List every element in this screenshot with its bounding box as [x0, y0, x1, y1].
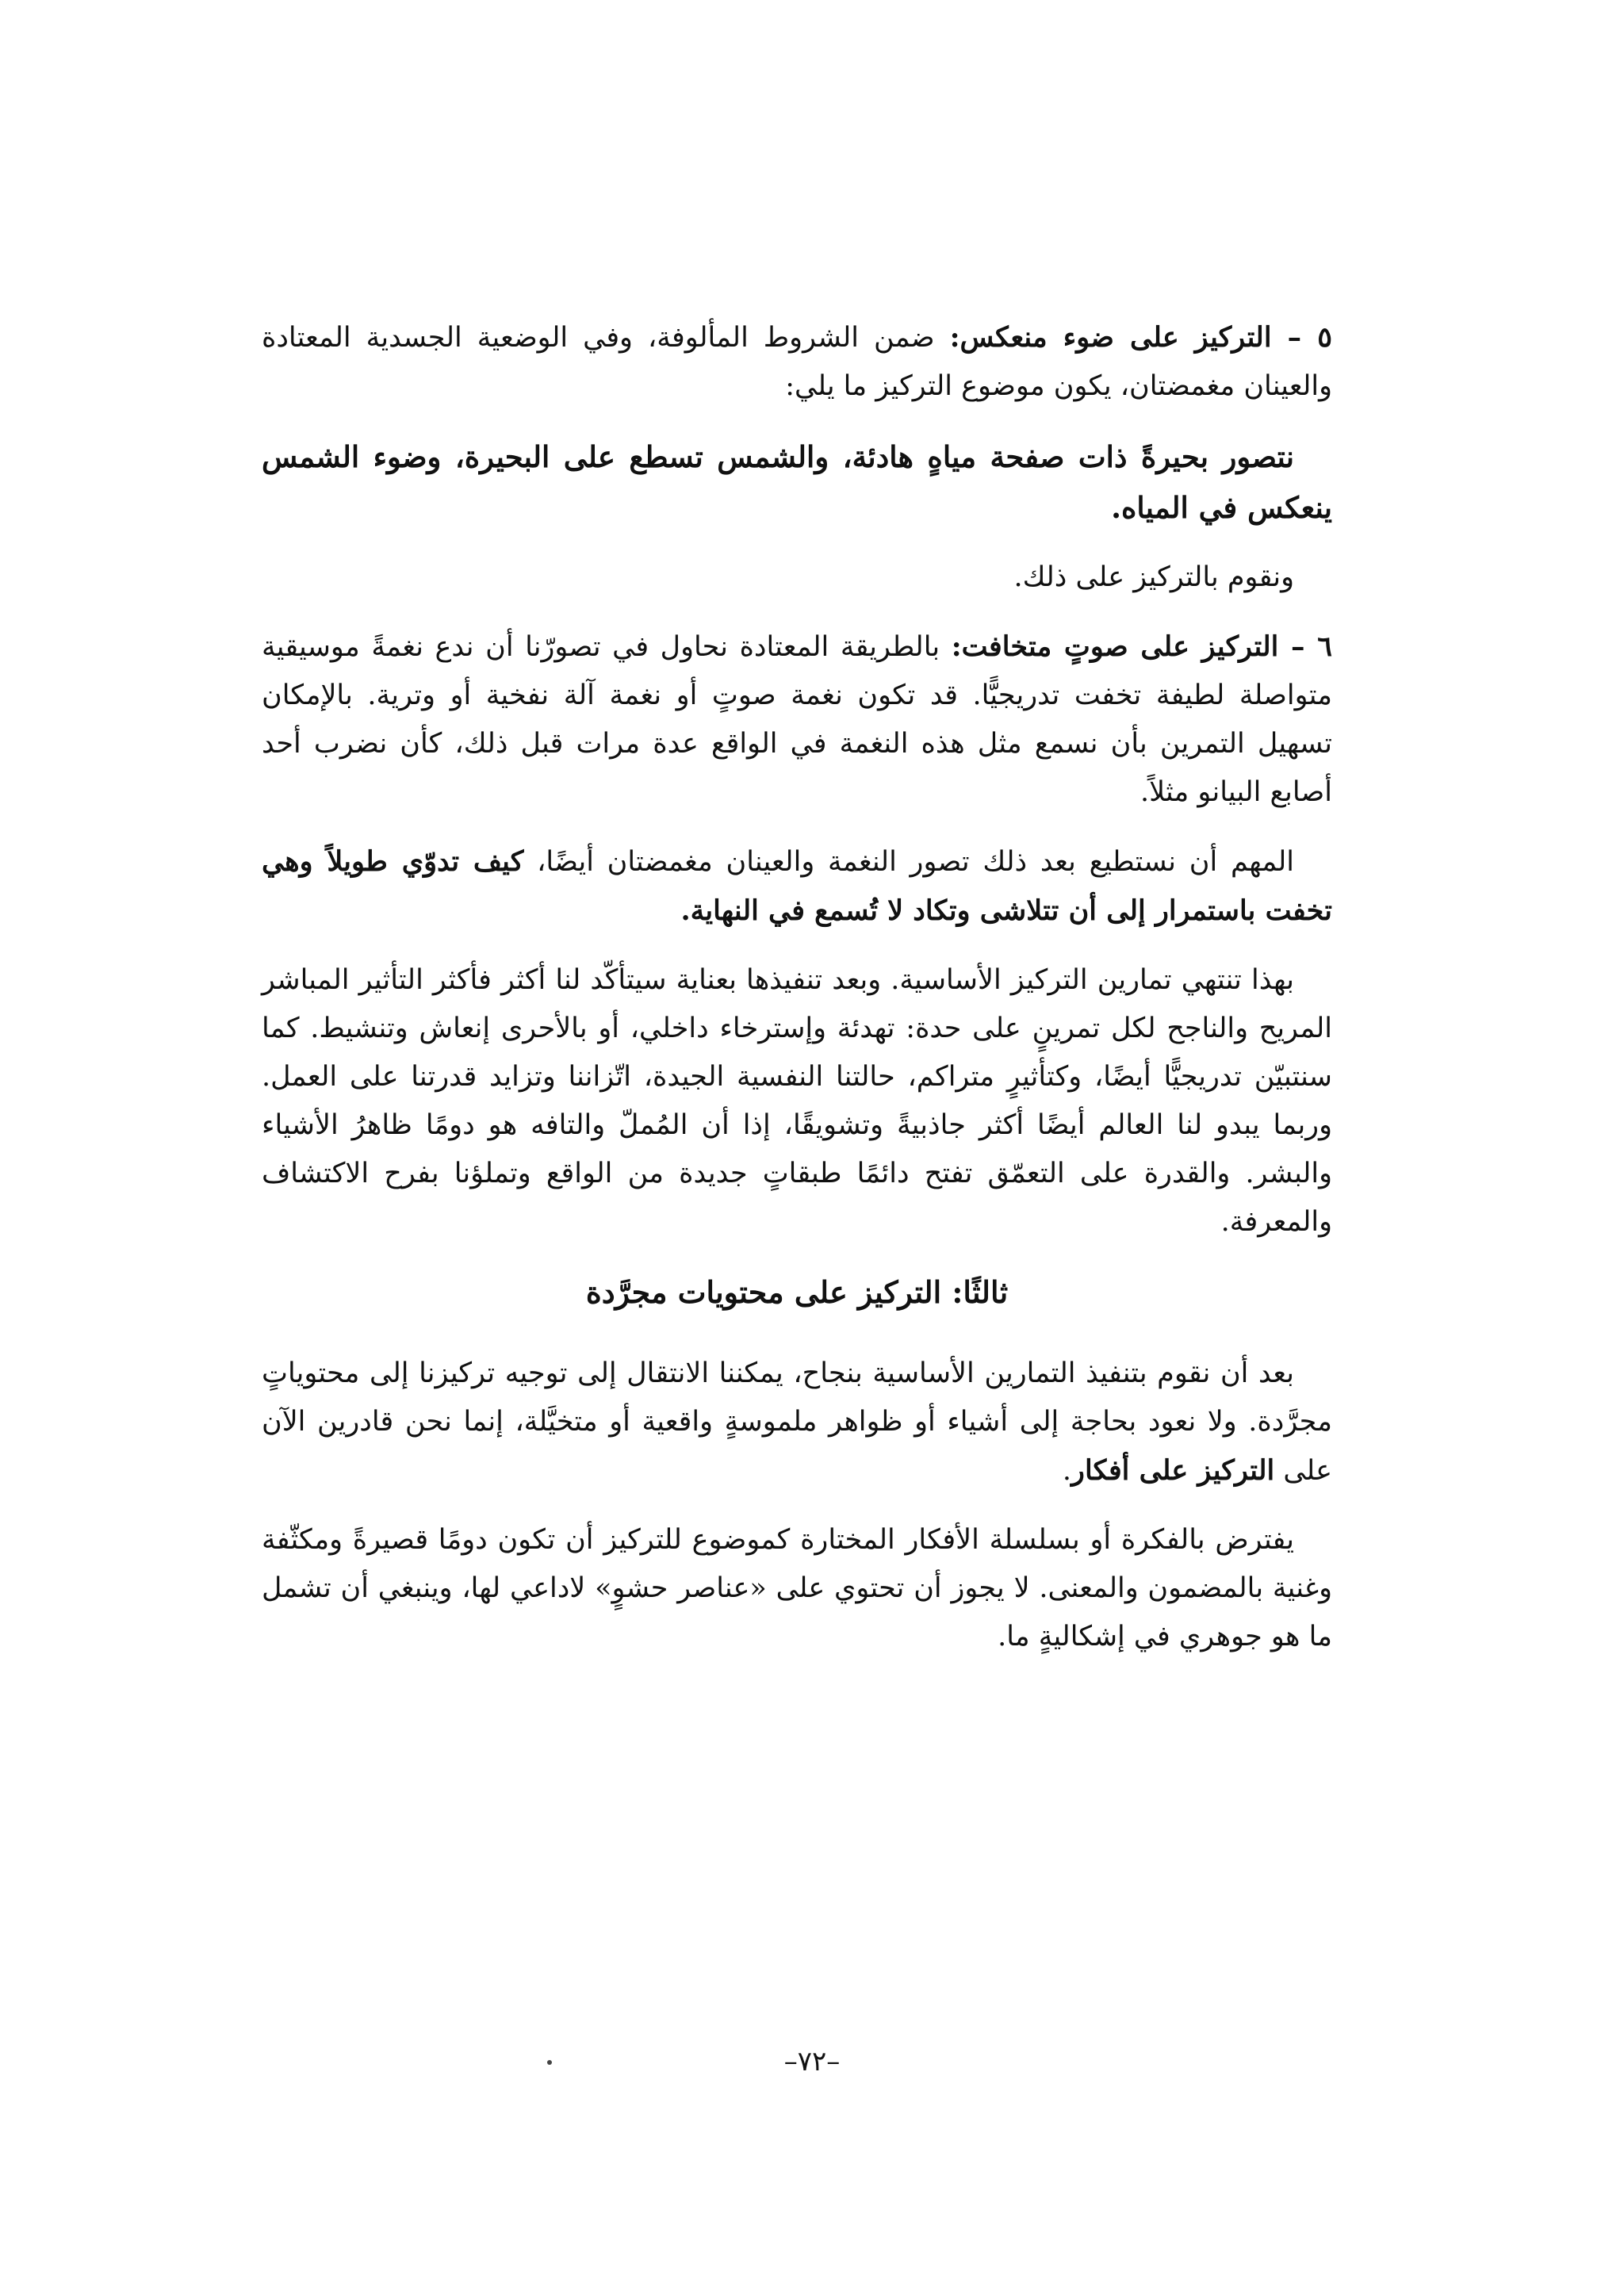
paragraph-reflected-light: [262, 313, 1332, 411]
exercise-6-text: بالطريقة المعتادة نحاول في تصورّنا أن ندع نغمةً موسيقية متواصلة لطيفة تخفت تدريجيًّا. قد تكون نغمة صوتٍ أو نغمة آلة نفخية أو وترية. بالإمكان تسهيل التمرين بأن نسمع مثل هذه النغمة في الواقع عدة مرات قبل ذلك، كأن نضرب أحد أصابع البيانو مثلاً.: [262, 631, 1332, 808]
paragraph-imagine-lake: نتصور بحيرةً ذات صفحة مياهٍ هادئة، والشمس تسطع على البحيرة، وضوء الشمس ينعكس في المياه.: [262, 439, 1332, 525]
page-number: –٧٢–: [783, 2046, 841, 2077]
important-text: المهم أن نستطيع بعد ذلك تصور النغمة والعينان مغمضتان أيضًا،: [523, 846, 1295, 878]
exercise-6-title: ٦ – التركيز على صوتٍ متخافت:: [951, 630, 1332, 663]
paragraph-summary: بهذا تنتهي تمارين التركيز الأساسية. وبعد تنفيذها بعناية سيتأكّد لنا أكثر فأكثر التأثير المباشر المريح والناجح لكل تمرينٍ على حدة: تهدئة وإسترخاء داخلي، أو بالأحرى إنعاش وتنشيط. كما سنتبيّن تدريجيًّا أيضًا، وكتأثيرٍ متراكم، حالتنا النفسية الجيدة، اتّزاننا وتزايد قدرتنا على العمل. وربما يبدو لنا العالم أيضًا أكثر جاذبيةً وتشويقًا، إذا أن المُملّ والتافه هو دومًا ظاهرُ الأشياء والبشر. والقدرة على التعمّق تفتح دائمًا طبقاتٍ جديدة من الواقع وتملؤنا بفرح الاكتشاف والمعرفة.: [262, 964, 1332, 1238]
paragraph-focus-on-that: ونقوم بالتركيز على ذلك.: [1013, 561, 1294, 593]
paragraph-abstract-contents: [262, 1350, 1332, 1495]
paragraph-idea-requirements: يفترض بالفكرة أو بسلسلة الأفكار المختارة كموضوع للتركيز أن تكون دومًا قصيرةً ومكثّفة وغنية بالمضمون والمعنى. لا يجوز أن تحتوي على «عناصر حشوٍ» لاداعي لها، وينبغي أن تشمل ما هو جوهري في إشكاليةٍ ما.: [262, 1524, 1332, 1652]
abstract-bold-text: التركيز على أفكار: [1071, 1454, 1275, 1487]
exercise-5-text: ضمن الشروط المألوفة، وفي الوضعية الجسدية المعتادة والعينان مغمضتان، يكون موضوع التركيز ما يلي:: [262, 322, 1332, 402]
important-bold-text: كيف تدوّي طويلاً وهي تخفت باستمرار إلى أن تتلاشى وتكاد لا تُسمع في النهاية.: [262, 845, 1332, 927]
section-heading: ثالثًا: التركيز على محتويات مجرَّدة: [585, 1274, 1009, 1310]
abstract-end: .: [1062, 1455, 1072, 1487]
abstract-text: بعد أن نقوم بتنفيذ التمارين الأساسية بنجاح، يمكننا الانتقال إلى توجيه تركيزنا إلى محتوياتٍ مجرَّدة. ولا نعود بحاجة إلى أشياء أو ظواهر ملموسةٍ واقعية أو متخيَّلة، إنما نحن قادرين الآن على: [262, 1358, 1332, 1487]
paragraph-important: [262, 837, 1332, 936]
paragraph-fading-sound: [262, 622, 1332, 817]
exercise-5-title: ٥ – التركيز على ضوء منعكس:: [949, 321, 1333, 354]
page-body: [262, 313, 1332, 1682]
